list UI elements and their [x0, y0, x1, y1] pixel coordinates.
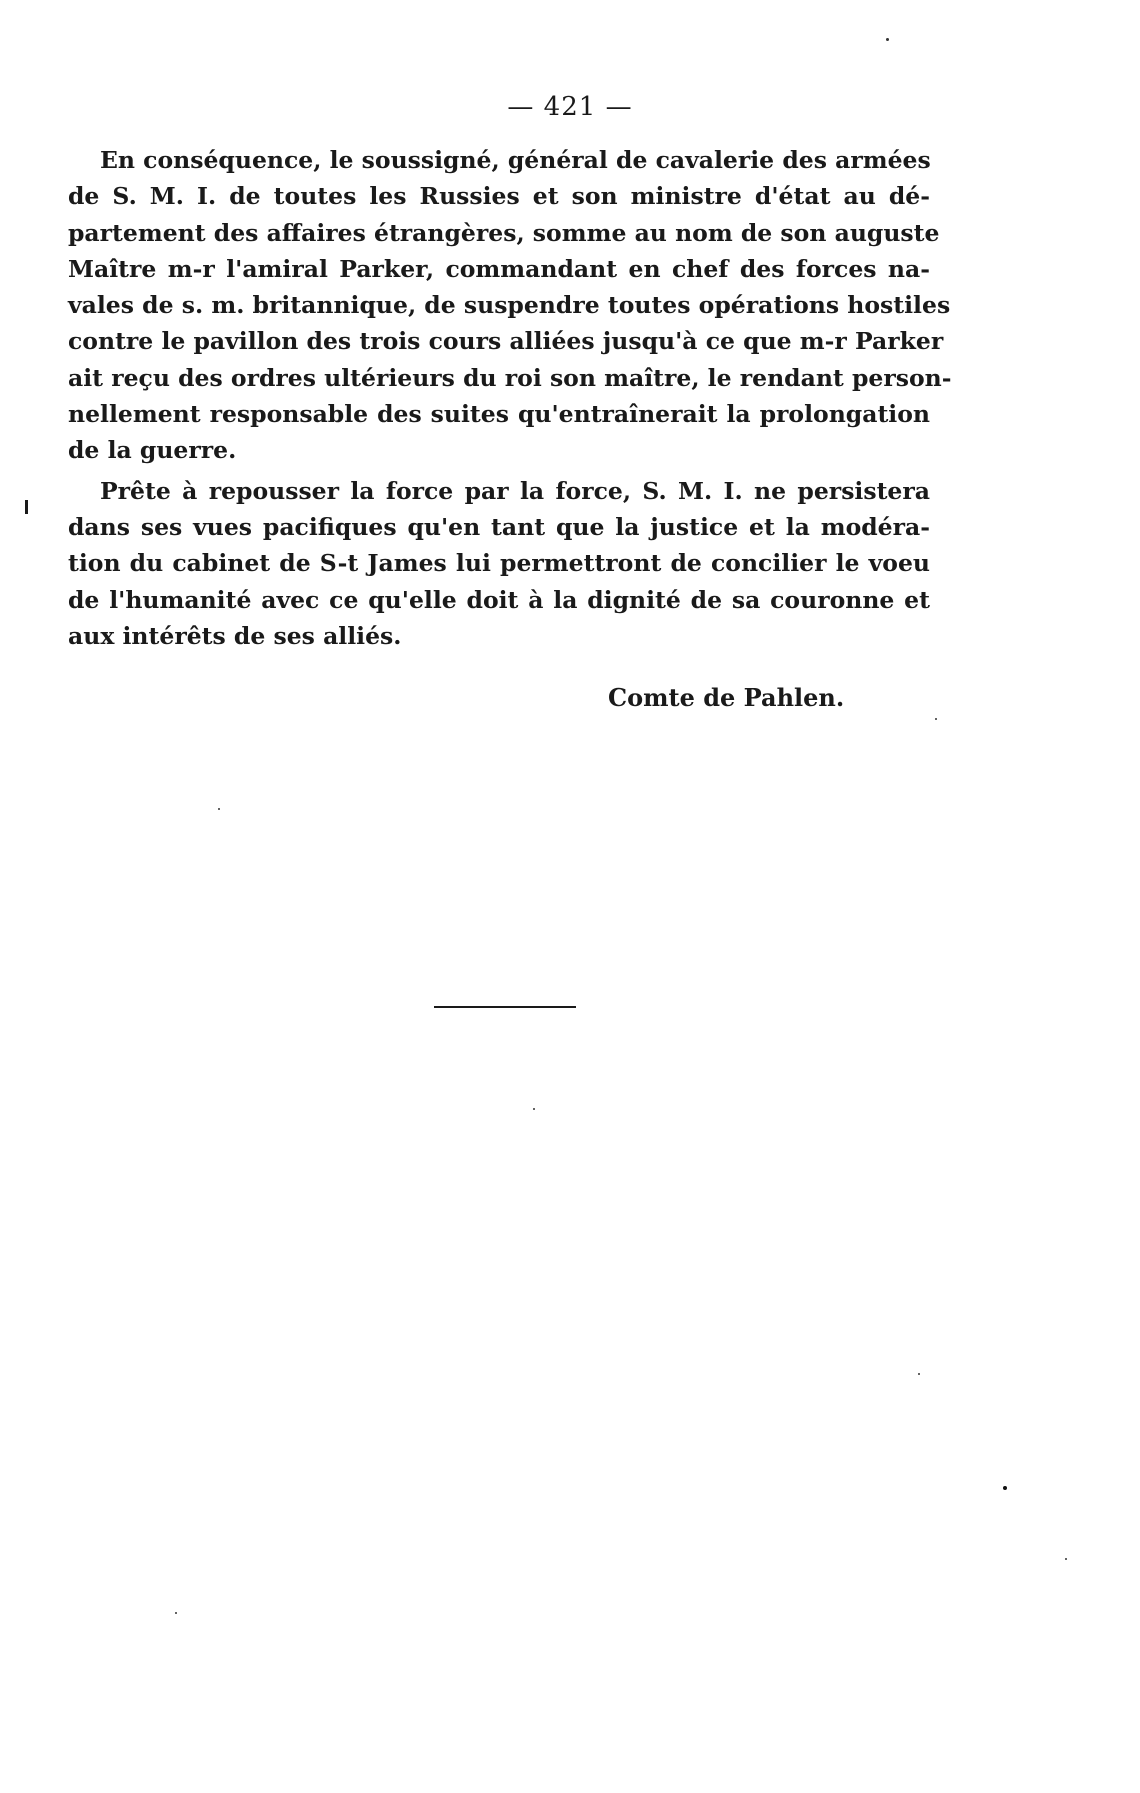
text-line: dans ses vues pacifiques qu'en tant que la justice et la modéra- — [68, 512, 930, 541]
text-line: Prête à repousser la force par la force, S. M. I. ne persistera — [100, 476, 930, 505]
text-line: contre le pavillon des trois cours alliées jusqu'à ce que m-r Parker — [68, 327, 944, 356]
text-line: tion du cabinet de S-t James lui permettront de concilier le voeu — [68, 549, 930, 578]
margin-mark — [25, 500, 28, 514]
paragraph-1 — [68, 142, 952, 469]
text-line: partement des affaires étrangères, somme au nom de son auguste — [68, 218, 940, 247]
text-line: de l'humanité avec ce qu'elle doit à la dignité de sa couronne et — [68, 585, 930, 614]
speck — [533, 1108, 535, 1110]
text-line: vales de s. m. britannique, de suspendre toutes opérations hostiles — [68, 291, 951, 320]
speck — [886, 38, 889, 41]
text-line: ait reçu des ordres ultérieurs du roi son maître, le rendant person- — [68, 363, 952, 392]
text-line: nellement responsable des suites qu'entraînerait la prolongation — [68, 400, 930, 429]
text-line: de la guerre. — [68, 436, 237, 465]
speck — [935, 718, 937, 720]
section-rule — [434, 1006, 576, 1008]
paragraph-2 — [68, 473, 930, 654]
speck — [175, 1612, 177, 1614]
signature: Comte de Pahlen. — [608, 683, 845, 712]
text-line: Maître m-r l'amiral Parker, commandant en chef des forces na- — [68, 254, 930, 283]
text-line: aux intérêts de ses alliés. — [68, 621, 402, 650]
text-line: de S. M. I. de toutes les Russies et son ministre d'état au dé- — [68, 182, 930, 211]
speck — [918, 1373, 920, 1375]
speck — [1065, 1558, 1067, 1560]
text-line: En conséquence, le soussigné, général de cavalerie des armées — [100, 146, 931, 174]
page-number: — 421 — — [507, 92, 633, 122]
body-text — [68, 142, 952, 654]
speck — [1003, 1486, 1007, 1490]
speck — [218, 808, 220, 810]
